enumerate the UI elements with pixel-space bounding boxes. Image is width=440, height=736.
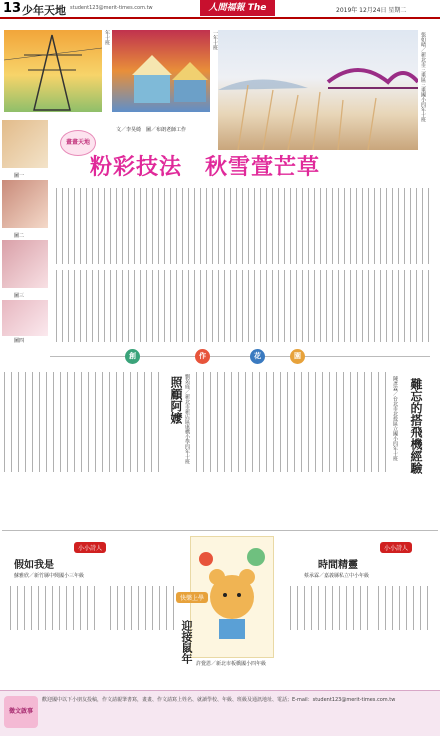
drawing-power-tower bbox=[4, 30, 102, 112]
caption-3: 張如晴／新北市三重區三重國小四年十班 bbox=[420, 32, 426, 122]
header-url: student123@merit-times.com.tw bbox=[70, 5, 153, 11]
divider-char-3: 花 bbox=[250, 349, 265, 364]
caregiver-author: 劉苑庭／新北市新店區康橋小學四年十班 bbox=[184, 374, 190, 464]
poem-right-text-2 bbox=[378, 586, 434, 630]
caregiver-text bbox=[4, 372, 164, 472]
page-number: 13 bbox=[3, 1, 22, 16]
tower-icon bbox=[4, 30, 102, 112]
rat-year-title: 迎接鼠年 bbox=[180, 620, 193, 664]
poem-left-title: 假如我是 bbox=[14, 560, 54, 571]
rat-year-tag: 快樂上學 bbox=[176, 592, 208, 603]
step-label-1: 圖一 bbox=[14, 173, 25, 179]
section-title: 少年天地 bbox=[22, 4, 66, 17]
caption-1: 年十班 bbox=[104, 30, 110, 45]
bridge-icon bbox=[218, 30, 418, 150]
poem-left-author: 蘇雅欣／新竹縣中興國小三年級 bbox=[14, 573, 85, 579]
section-divider bbox=[2, 530, 438, 531]
footer-badge: 徵文啟事 bbox=[4, 696, 38, 728]
poem-right-title: 時間精靈 bbox=[318, 560, 358, 571]
step-photo-1 bbox=[2, 120, 48, 168]
art-article-text bbox=[56, 188, 434, 264]
poem-left-text bbox=[10, 586, 100, 630]
art-byline: 文／李昊綺 圖／布朗老師工作 bbox=[116, 127, 187, 133]
plane-title: 難忘的搭飛機經驗 bbox=[409, 378, 423, 474]
step-photo-3 bbox=[2, 240, 48, 288]
footer-text: 歡迎國中以下小朋友投稿，作文請親筆書寫，畫畫、作文請寫上姓名、就讀學校、年級、班級及通訊地址、電話；E-mail：student123@merit-times.com.tw bbox=[42, 697, 396, 703]
poem-left-text-2 bbox=[110, 586, 180, 630]
divider-char-4: 園 bbox=[290, 349, 305, 364]
art-title: 粉彩技法 秋雪萱芒草 bbox=[90, 155, 321, 180]
divider-char-2: 作 bbox=[195, 349, 210, 364]
plane-text bbox=[196, 372, 386, 472]
poem-right-text bbox=[290, 586, 370, 630]
newspaper-logo: 人間福報 The Merit Times bbox=[200, 0, 275, 16]
poem-right-author: 蔡承霖／嘉義縣私立中小年級 bbox=[304, 573, 370, 579]
step-label-3: 圖三 bbox=[14, 293, 25, 299]
rat-year-author: 許覺恩／新北市板橋國小四年級 bbox=[196, 661, 267, 667]
house-icon bbox=[112, 30, 210, 112]
poem-right-tag: 小小詩人 bbox=[380, 542, 412, 553]
painting-bridge-reeds bbox=[218, 30, 418, 150]
caption-2: 一年十班 bbox=[212, 30, 218, 50]
step-photos bbox=[2, 120, 48, 344]
divider-char-1: 創 bbox=[125, 349, 140, 364]
caregiver-title: 照顧阿嬤 bbox=[169, 376, 183, 424]
step-label-4: 圖四 bbox=[14, 338, 25, 344]
divider-line bbox=[50, 356, 430, 357]
plane-author: 陳彥霖／台北市北投區立國小四年十班 bbox=[392, 376, 398, 461]
drawing-night-town bbox=[112, 30, 210, 112]
step-photo-2 bbox=[2, 180, 48, 228]
issue-date: 2019年 12月24日 星期二 bbox=[336, 7, 407, 14]
step-label-2: 圖二 bbox=[14, 233, 25, 239]
step-photo-4 bbox=[2, 300, 48, 336]
poem-left-tag: 小小詩人 bbox=[74, 542, 106, 553]
art-article-text-2 bbox=[56, 270, 434, 342]
art-badge: 畫畫天地 bbox=[60, 130, 96, 156]
